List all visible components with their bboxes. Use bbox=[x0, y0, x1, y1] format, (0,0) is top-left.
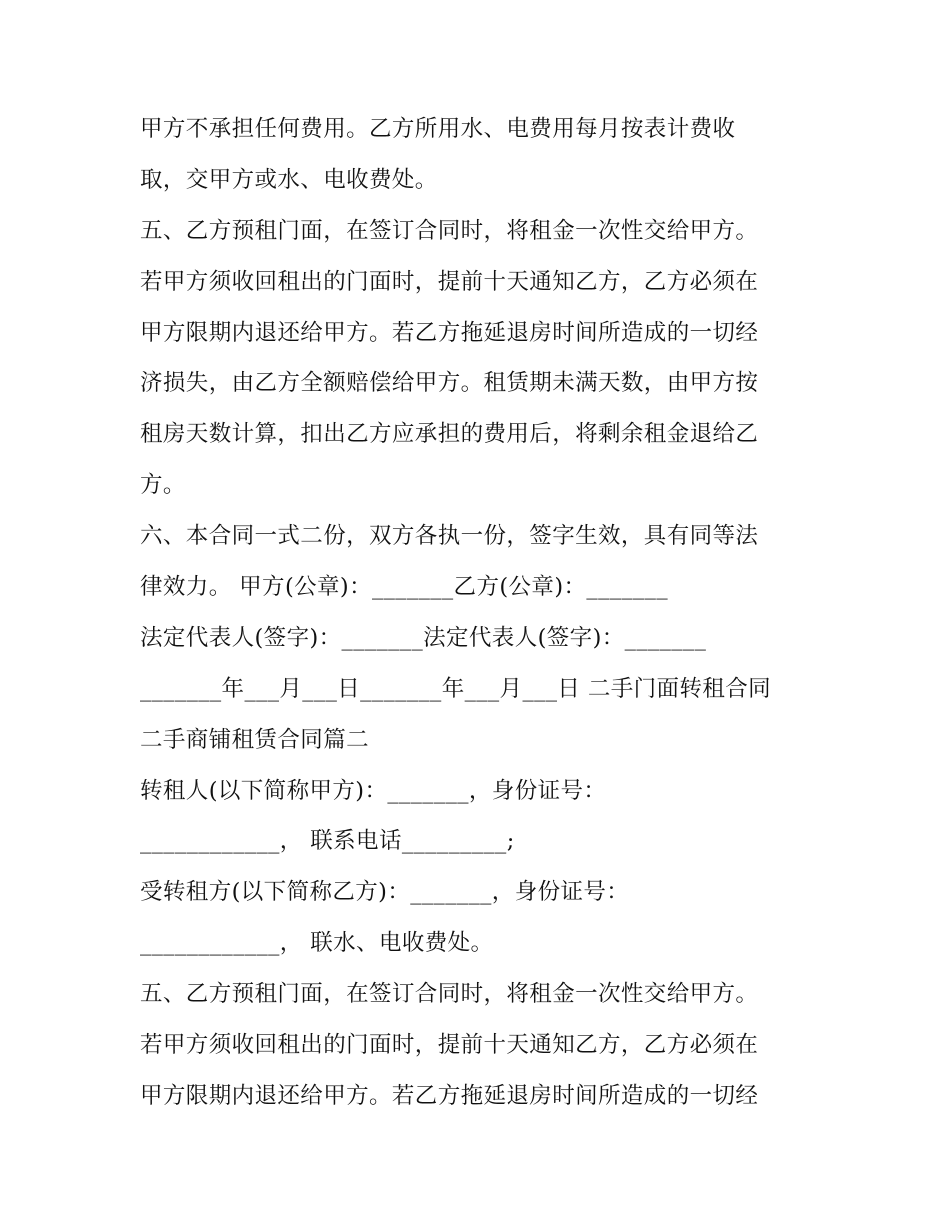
party-seal-line: 律效力。 甲方(公章)：_______乙方(公章)：_______ bbox=[140, 574, 668, 601]
section-heading: 二手商铺租赁合同篇二 bbox=[140, 726, 370, 753]
sublessor-phone-line: ____________， 联系电话_________; bbox=[140, 828, 515, 855]
sublessee-line: 受转租方(以下简称乙方)：_______，身份证号： bbox=[140, 879, 630, 906]
clause-six-line: 六、本合同一式二份，双方各执一份，签字生效，具有同等法 bbox=[140, 523, 759, 550]
clause-five-line: 五、乙方预租门面，在签订合同时，将租金一次性交给甲方。 bbox=[140, 981, 759, 1008]
sublessor-line: 转租人(以下简称甲方)：_______，身份证号： bbox=[140, 777, 607, 804]
text-line: 取，交甲方或水、电收费处。 bbox=[140, 166, 438, 193]
contract-body-text bbox=[140, 104, 820, 1122]
text-line: 甲方限期内退还给甲方。若乙方拖延退房时间所造成的一切经 bbox=[140, 1082, 759, 1109]
text-line: 甲方不承担任何费用。乙方所用水、电费用每月按表计费收 bbox=[140, 116, 736, 142]
text-line: 租房天数计算，扣出乙方应承担的费用后，将剩余租金退给乙 bbox=[140, 421, 759, 448]
text-line: 甲方限期内退还给甲方。若乙方拖延退房时间所造成的一切经 bbox=[140, 319, 759, 346]
clause-five-line: 五、乙方预租门面，在签订合同时，将租金一次性交给甲方。 bbox=[140, 217, 759, 244]
text-line: 济损失，由乙方全额赔偿给甲方。租赁期未满天数，由甲方按 bbox=[140, 370, 759, 397]
date-line: _______年___月___日_______年___月___日 二手门面转租合同 bbox=[140, 675, 772, 702]
text-line: 若甲方须收回租出的门面时，提前十天通知乙方，乙方必须在 bbox=[140, 1032, 759, 1059]
text-line: 方。 bbox=[140, 472, 186, 499]
legal-rep-signature-line: 法定代表人(签字)：_______法定代表人(签字)：_______ bbox=[140, 624, 707, 651]
sublessee-contact-line: ____________， 联水、电收费处。 bbox=[140, 930, 494, 957]
text-line: 若甲方须收回租出的门面时，提前十天通知乙方，乙方必须在 bbox=[140, 268, 759, 295]
